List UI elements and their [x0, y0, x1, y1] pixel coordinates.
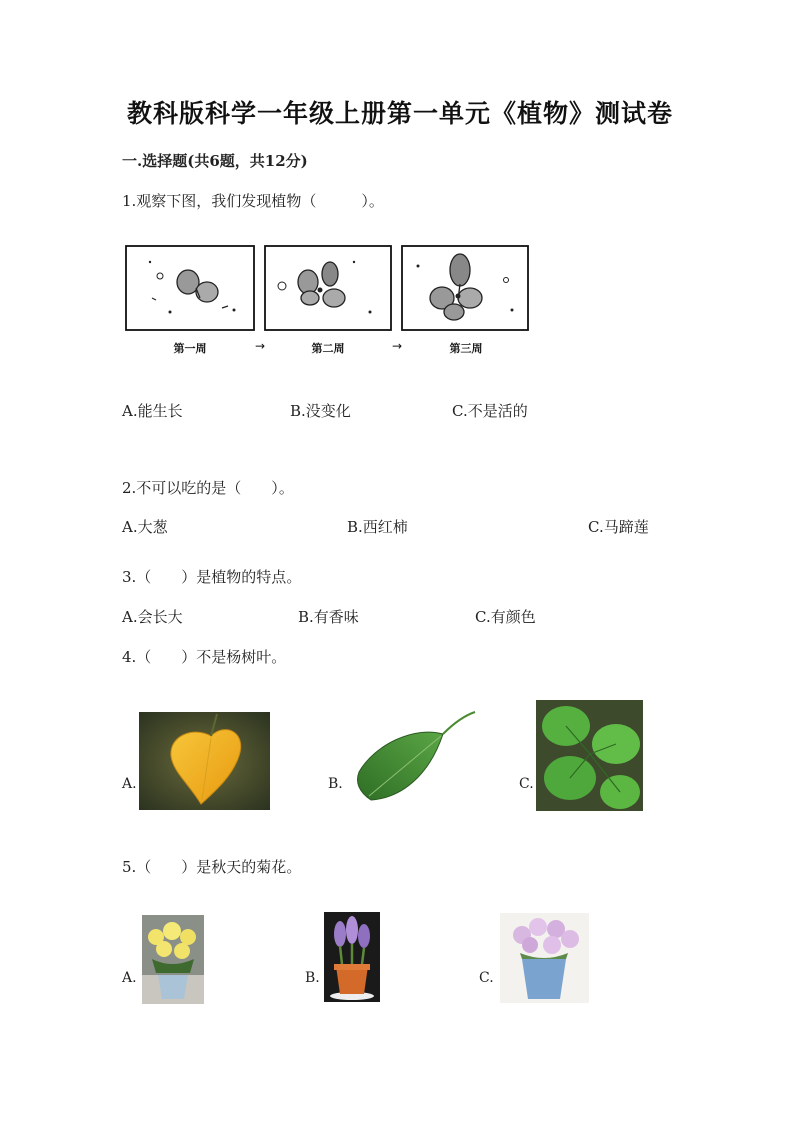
arrow-1-icon: →: [254, 339, 266, 353]
q3-option-b[interactable]: B.有香味: [298, 608, 359, 626]
question-1-figure: [122, 240, 534, 360]
yellow-chrysanthemum-pot-icon[interactable]: [142, 915, 204, 1004]
week-2-label: 第二周: [311, 342, 345, 355]
q5-option-b[interactable]: B.: [305, 970, 320, 986]
purple-crocus-pot-icon[interactable]: [324, 912, 380, 1002]
page-title: 教科版科学一年级上册第一单元《植物》测试卷: [126, 99, 673, 128]
question-3-stem: 3.（ ）是植物的特点。: [122, 568, 302, 586]
green-serrated-leaves-icon[interactable]: [536, 700, 643, 811]
q2-option-b[interactable]: B.西红柿: [347, 518, 408, 536]
week-1-label: 第一周: [173, 342, 207, 355]
question-5-stem: 5.（ ）是秋天的菊花。: [122, 858, 302, 876]
q5-option-a[interactable]: A.: [122, 970, 137, 986]
question-4-stem: 4.（ ）不是杨树叶。: [122, 648, 287, 666]
yellow-heart-leaf-icon[interactable]: [139, 712, 270, 810]
question-1-stem: 1.观察下图，我们发现植物（ ）。: [122, 192, 384, 210]
q4-option-c[interactable]: C.: [519, 776, 534, 792]
week-3-label: 第三周: [449, 342, 483, 355]
green-poplar-leaf-icon[interactable]: [345, 710, 477, 808]
question-2-stem: 2.不可以吃的是（ ）。: [122, 479, 294, 497]
q2-option-c[interactable]: C.马蹄莲: [588, 518, 649, 536]
q1-option-c[interactable]: C.不是活的: [452, 402, 528, 420]
q4-option-b[interactable]: B.: [328, 776, 343, 792]
q4-option-a[interactable]: A.: [122, 776, 137, 792]
q2-option-a[interactable]: A.大葱: [122, 518, 168, 536]
week-2-panel: [265, 246, 391, 330]
q1-option-b[interactable]: B.没变化: [290, 402, 351, 420]
q1-option-a[interactable]: A.能生长: [122, 402, 183, 420]
q3-option-c[interactable]: C.有颜色: [475, 608, 536, 626]
section-heading: 一.选择题(共6题，共12分): [122, 152, 308, 170]
arrow-2-icon: →: [391, 339, 403, 353]
pink-flower-pot-icon[interactable]: [500, 913, 589, 1003]
q3-option-a[interactable]: A.会长大: [122, 608, 183, 626]
q5-option-c[interactable]: C.: [479, 970, 494, 986]
